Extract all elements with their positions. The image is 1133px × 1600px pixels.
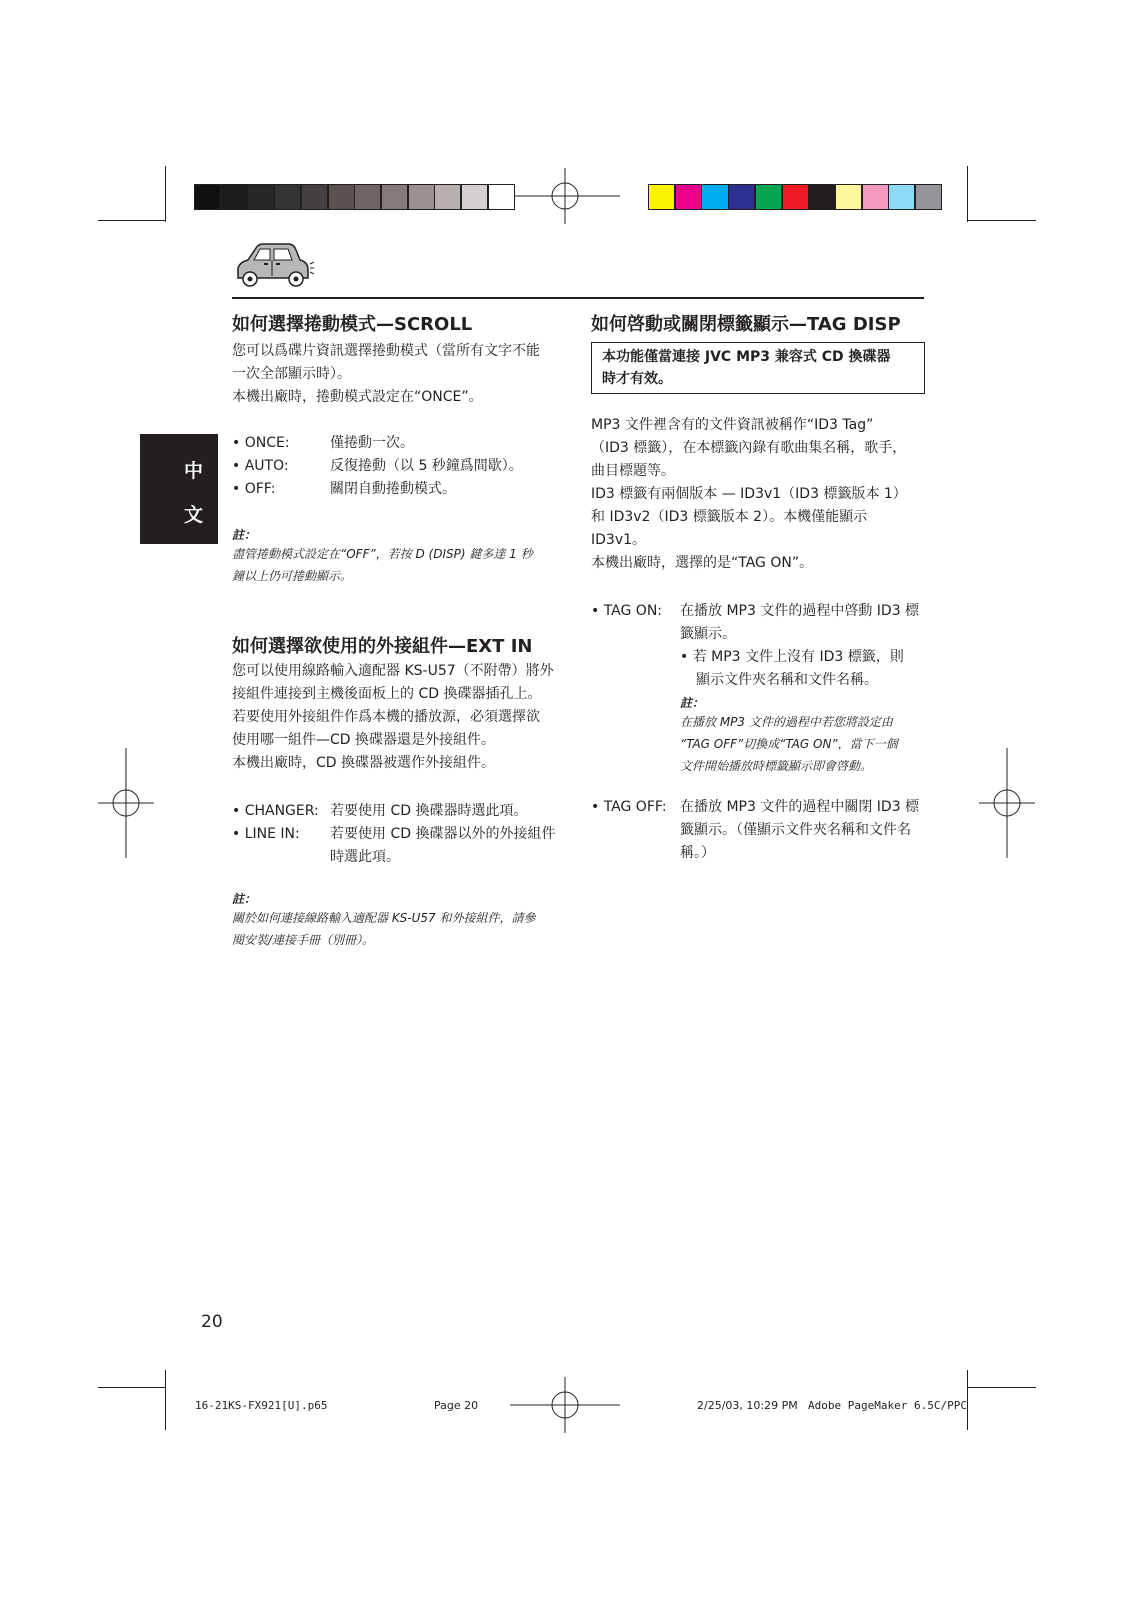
color-swatch: [755, 184, 782, 210]
extin-body: 您可以使用線路輸入適配器 KS-U57（不附帶）將外 接組件連接到主機後面板上的 CD 換碟器插孔上。 若要使用外接組件作爲本機的播放源，必須選擇欲 使用哪一組件—CD 換碟器還是外接組件。 本機出廠時，CD 換碟器被選作外接組件。: [232, 663, 554, 771]
footer-page: Page 20: [434, 1399, 479, 1412]
scroll-option-off-desc: 關閉自動捲動模式。: [330, 481, 456, 497]
gray-swatch: [381, 184, 408, 210]
tag-on-label: • TAG ON:: [591, 603, 663, 619]
gray-swatch: [301, 184, 328, 210]
scroll-body: 您可以爲碟片資訊選擇捲動模式（當所有文字不能 一次全部顯示時）。 本機出廠時，捲動模式設定在“ONCE”。: [232, 343, 540, 405]
color-swatch: [888, 184, 915, 210]
page-number: 20: [201, 1312, 223, 1332]
side-tab-char-1: 中: [184, 460, 204, 482]
registration-mark-bottom: [510, 1377, 620, 1433]
tagdisp-notice-box: 本功能僅當連接 JVC MP3 兼容式 CD 換碟器 時才有效。: [591, 342, 925, 394]
extin-note: 關於如何連接線路輸入適配器 KS-U57 和外接組件，請參 閱安裝/連接手冊（別冊）。: [232, 911, 536, 947]
extin-section-title: 如何選擇欲使用的外接組件—EXT IN: [232, 636, 533, 657]
footer-file: 16-21KS-FX921[U].p65: [195, 1399, 328, 1412]
extin-note-title: 註：: [232, 892, 257, 906]
extin-option-linein-label: • LINE IN:: [232, 826, 300, 842]
gray-swatch: [328, 184, 355, 210]
scroll-option-once-desc: 僅捲動一次。: [330, 435, 414, 451]
gray-swatch: [408, 184, 435, 210]
tag-on-note: 在播放 MP3 文件的過程中若您將設定由 “TAG OFF”切換成“TAG ON”，當下一個 文件開始播放時標籤顯示即會啓動。: [680, 715, 898, 773]
scroll-option-auto-label: • AUTO:: [232, 458, 289, 474]
scroll-note: 盡管捲動模式設定在“OFF”，若按 D (DISP) 鍵多達 1 秒 鐘以上仍可捲動顯示。: [232, 547, 533, 583]
extin-option-changer-label: • CHANGER:: [232, 803, 319, 819]
color-swatch: [701, 184, 728, 210]
header-rule: [232, 297, 924, 299]
color-swatch: [808, 184, 835, 210]
gray-swatch: [194, 184, 221, 210]
gray-swatch: [247, 184, 274, 210]
gray-swatch: [488, 184, 515, 210]
tag-off-desc: 在播放 MP3 文件的過程中關閉 ID3 標 籤顯示。（僅顯示文件夾名稱和文件名 稱。）: [680, 799, 920, 861]
tagdisp-section-title: 如何啓動或關閉標籤顯示—TAG DISP: [591, 314, 901, 335]
color-swatch: [862, 184, 889, 210]
scroll-note-title: 註：: [232, 528, 257, 542]
gray-swatch: [221, 184, 248, 210]
tag-off-label: • TAG OFF:: [591, 799, 667, 815]
language-side-tab: [140, 434, 218, 544]
tag-on-subnote: • 若 MP3 文件上沒有 ID3 標籤，則 顯示文件夾名稱和文件名稱。: [680, 649, 904, 688]
gray-swatch: [434, 184, 461, 210]
footer-app: Adobe PageMaker 6.5C/PPC: [808, 1399, 967, 1412]
registration-mark-right: [979, 748, 1035, 858]
tag-on-note-title: 註：: [680, 696, 705, 710]
gray-swatch: [354, 184, 381, 210]
color-swatch: [675, 184, 702, 210]
scroll-option-off-label: • OFF:: [232, 481, 276, 497]
registration-mark-left: [98, 748, 154, 858]
side-tab-char-2: 文: [184, 504, 204, 526]
registration-mark-top: [510, 168, 620, 224]
color-swatch: [915, 184, 942, 210]
gray-swatch: [461, 184, 488, 210]
extin-option-linein-desc: 若要使用 CD 換碟器以外的外接組件 時選此項。: [330, 826, 556, 865]
scroll-option-once-label: • ONCE:: [232, 435, 290, 451]
color-swatch: [648, 184, 675, 210]
car-icon: [230, 240, 314, 290]
footer-date: 2/25/03, 10:29 PM: [697, 1399, 798, 1412]
extin-option-changer-desc: 若要使用 CD 換碟器時選此項。: [330, 803, 528, 819]
color-swatch: [782, 184, 809, 210]
tagdisp-body: MP3 文件裡含有的文件資訊被稱作“ID3 Tag” （ID3 標籤），在本標籤內錄有歌曲集名稱，歌手， 曲目標題等。 ID3 標籤有兩個版本 — ID3v1（ID3 標籤版本 1） 和 ID3v2（ID3 標籤版本 2）。本機僅能顯示 ID3v1。 本機出廠時，選擇的是“TAG ON”。: [591, 417, 907, 571]
color-swatch: [835, 184, 862, 210]
color-swatch: [728, 184, 755, 210]
gray-swatch: [274, 184, 301, 210]
scroll-section-title: 如何選擇捲動模式—SCROLL: [232, 314, 473, 335]
scroll-option-auto-desc: 反復捲動（以 5 秒鐘爲間歇）。: [330, 458, 523, 474]
tag-on-desc: 在播放 MP3 文件的過程中啓動 ID3 標 籤顯示。: [680, 603, 920, 642]
